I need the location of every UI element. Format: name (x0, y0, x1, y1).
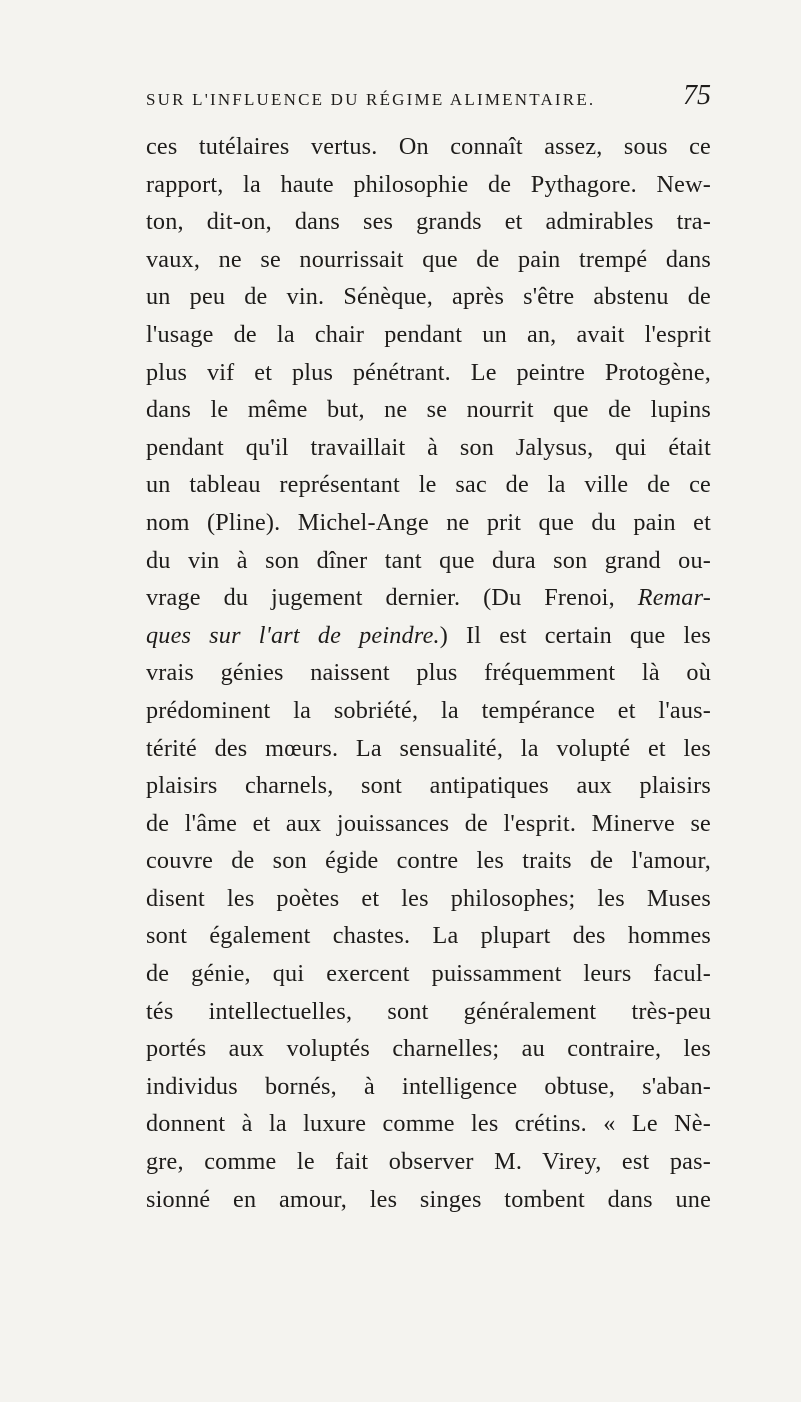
text-line: sont également chastes. La plupart des hommes (146, 922, 711, 950)
text-line: un tableau représentant le sac de la ville de ce (146, 471, 711, 499)
page-header (146, 80, 711, 120)
text-line-with-italic (146, 617, 711, 655)
text-line: du vin à son dîner tant que dura son grand ou- (146, 546, 711, 574)
text-line: térité des mœurs. La sensualité, la volupté et les (146, 734, 711, 762)
italic-title-fragment: ques sur l'art de peindre. (146, 621, 440, 649)
text-line: donnent à la luxure comme les crétins. « Le Nè- (146, 1110, 711, 1138)
text-line: de génie, qui exercent puissamment leurs facul- (146, 960, 711, 988)
text-line: disent les poètes et les philosophes; les Muses (146, 884, 711, 912)
text-line: tés intellectuelles, sont généralement très-peu (146, 997, 711, 1025)
text-line: plaisirs charnels, sont antipatiques aux plaisirs (146, 772, 711, 800)
text-line: dans le même but, ne se nourrit que de lupins (146, 396, 711, 424)
text-line: rapport, la haute philosophie de Pythagore. New- (146, 170, 711, 198)
text-line: pendant qu'il travaillait à son Jalysus, qui était (146, 433, 711, 461)
text-segment: vrage du jugement dernier. (Du Frenoi, (146, 584, 615, 612)
text-line: nom (Pline). Michel-Ange ne prit que du pain et (146, 508, 711, 536)
text-line: sionné en amour, les singes tombent dans une (146, 1185, 711, 1213)
text-line: portés aux voluptés charnelles; au contraire, les (146, 1035, 711, 1063)
text-line: ton, dit-on, dans ses grands et admirables tra- (146, 208, 711, 236)
body-text (146, 128, 711, 1218)
text-line-with-italic (146, 579, 711, 617)
text-line: vaux, ne se nourrissait que de pain trempé dans (146, 245, 711, 273)
text-line: l'usage de la chair pendant un an, avait l'esprit (146, 320, 711, 348)
text-line: couvre de son égide contre les traits de l'amour, (146, 847, 711, 875)
italic-title-fragment: Remar- (637, 584, 711, 612)
text-segment: ) Il est certain que les (439, 621, 711, 649)
text-line: ces tutélaires vertus. On connaît assez, sous ce (146, 133, 711, 160)
text-line: gre, comme le fait observer M. Virey, est pas- (146, 1148, 711, 1176)
text-line: plus vif et plus pénétrant. Le peintre Protogène, (146, 358, 711, 386)
text-line: vrais génies naissent plus fréquemment là où (146, 659, 711, 687)
running-head: SUR L'INFLUENCE DU RÉGIME ALIMENTAIRE. (146, 90, 596, 109)
text-line: prédominent la sobriété, la tempérance et l'aus- (146, 696, 711, 724)
text-line: de l'âme et aux jouissances de l'esprit. Minerve se (146, 809, 711, 837)
text-line: individus bornés, à intelligence obtuse, s'aban- (146, 1072, 711, 1100)
text-line: un peu de vin. Sénèque, après s'être abstenu de (146, 283, 711, 311)
page-number: 75 (683, 80, 711, 111)
